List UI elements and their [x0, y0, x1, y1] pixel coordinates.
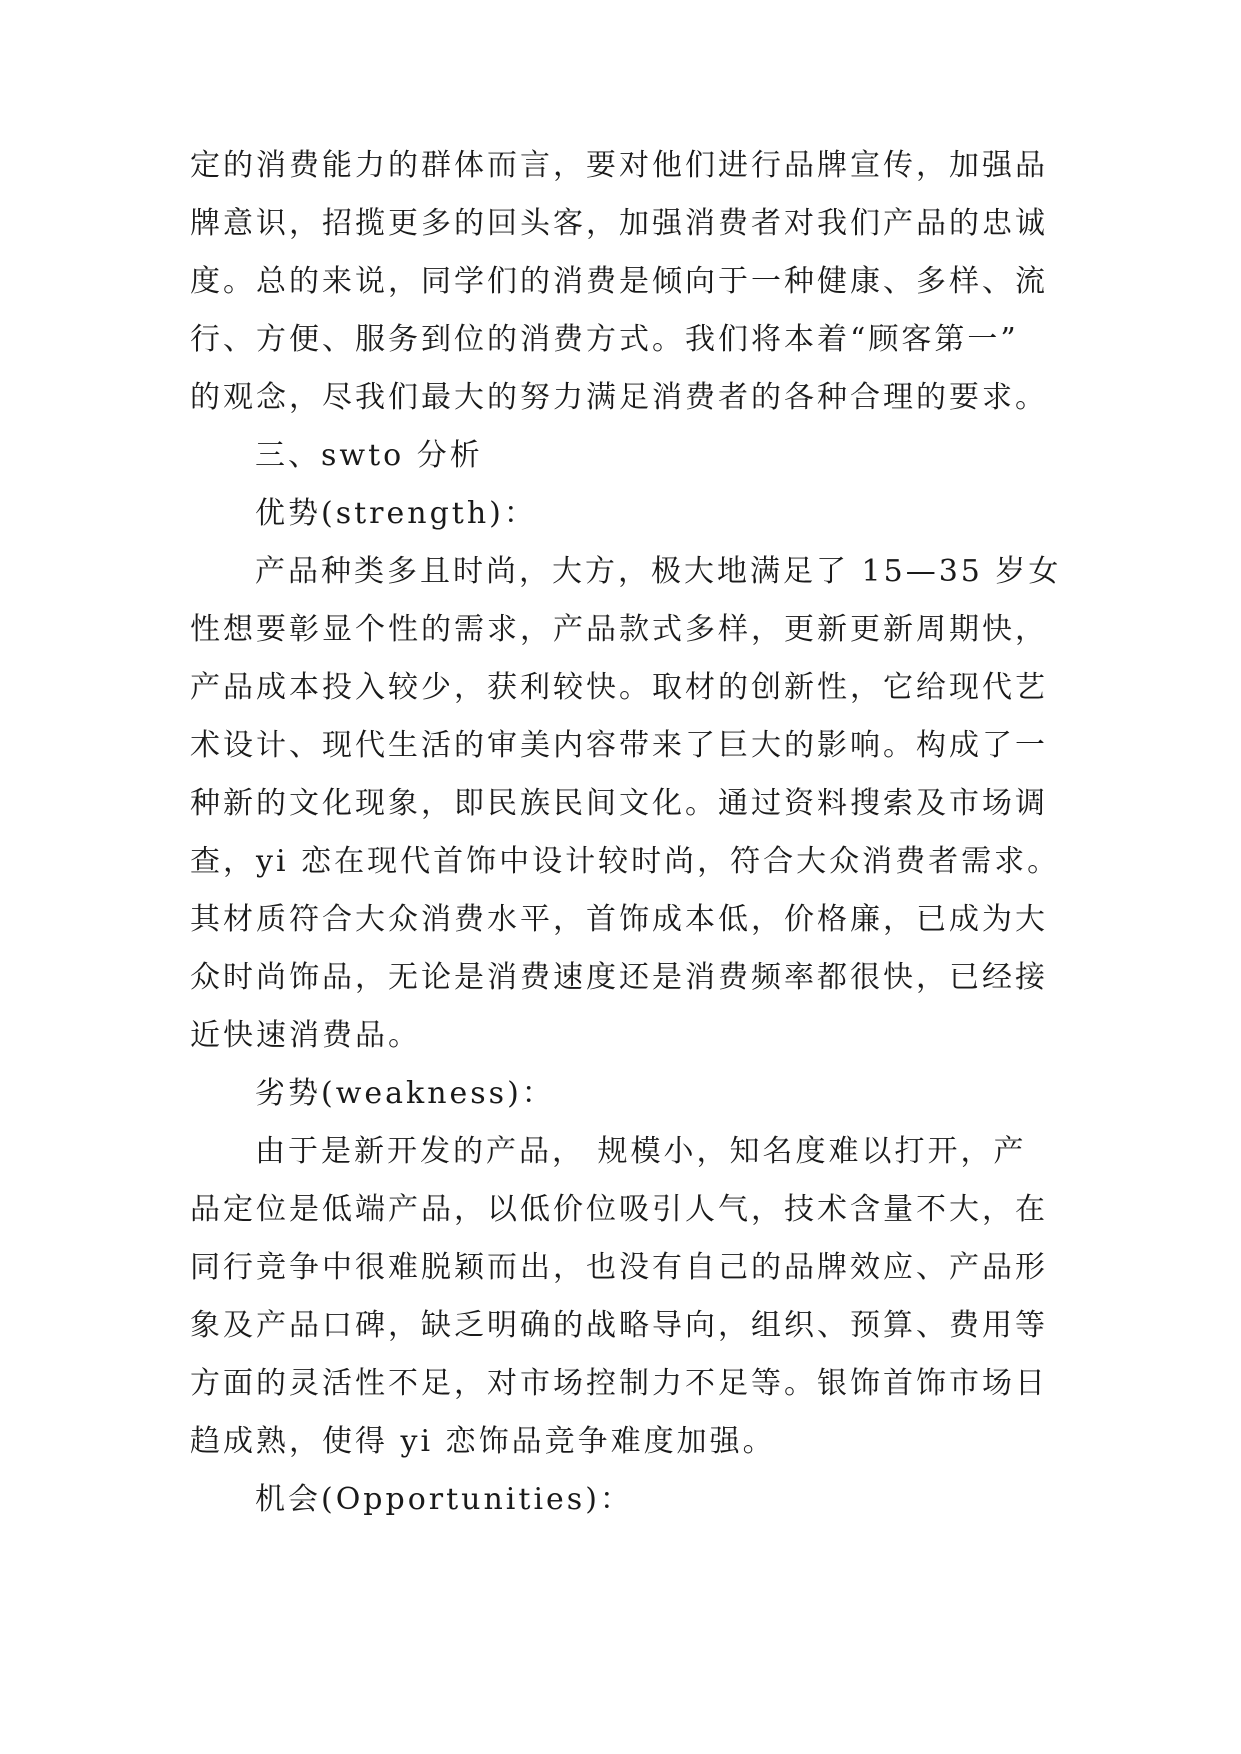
paragraph-line: 度。总的来说，同学们的消费是倾向于一种健康、多样、流 [190, 264, 1048, 299]
paragraph-line: 定的消费能力的群体而言，要对他们进行品牌宣传，加强品 [190, 148, 1048, 183]
section-heading: 三、swto 分析 [255, 438, 483, 473]
paragraph-line: 趋成熟，使得 yi 恋饰品竞争难度加强。 [190, 1424, 776, 1459]
paragraph-line: 众时尚饰品，无论是消费速度还是消费频率都很快，已经接 [190, 960, 1048, 995]
paragraph-line: 同行竞争中很难脱颖而出，也没有自己的品牌效应、产品形 [190, 1250, 1048, 1285]
paragraph-line: 牌意识，招揽更多的回头客，加强消费者对我们产品的忠诚 [190, 206, 1048, 241]
paragraph-line: 方面的灵活性不足，对市场控制力不足等。银饰首饰市场日 [190, 1366, 1048, 1401]
paragraph-line: 由于是新开发的产品， 规模小，知名度难以打开，产 [255, 1134, 1027, 1169]
paragraph-line: 近快速消费品。 [190, 1018, 421, 1053]
paragraph-line: 种新的文化现象，即民族民间文化。通过资料搜索及市场调 [190, 786, 1048, 821]
subheading-strength: 优势(strength)： [255, 496, 537, 531]
paragraph-line: 其材质符合大众消费水平，首饰成本低，价格廉，已成为大 [190, 902, 1048, 937]
paragraph-line: 的观念，尽我们最大的努力满足消费者的各种合理的要求。 [190, 380, 1048, 415]
paragraph-line: 产品种类多且时尚，大方，极大地满足了 15—35 岁女 [255, 554, 1062, 589]
paragraph-line: 品定位是低端产品，以低价位吸引人气，技术含量不大，在 [190, 1192, 1048, 1227]
paragraph-line: 象及产品口碑，缺乏明确的战略导向，组织、预算、费用等 [190, 1308, 1048, 1343]
paragraph-line: 查，yi 恋在现代首饰中设计较时尚，符合大众消费者需求。 [190, 844, 1061, 879]
paragraph-line: 术设计、现代生活的审美内容带来了巨大的影响。构成了一 [190, 728, 1048, 763]
paragraph-line: 产品成本投入较少，获利较快。取材的创新性，它给现代艺 [190, 670, 1048, 705]
paragraph-line: 行、方便、服务到位的消费方式。我们将本着“顾客第一” [190, 322, 1019, 357]
paragraph-line: 性想要彰显个性的需求，产品款式多样，更新更新周期快， [190, 612, 1048, 647]
subheading-weakness: 劣势(weakness)： [255, 1076, 555, 1111]
subheading-opportunities: 机会(Opportunities)： [255, 1482, 633, 1517]
